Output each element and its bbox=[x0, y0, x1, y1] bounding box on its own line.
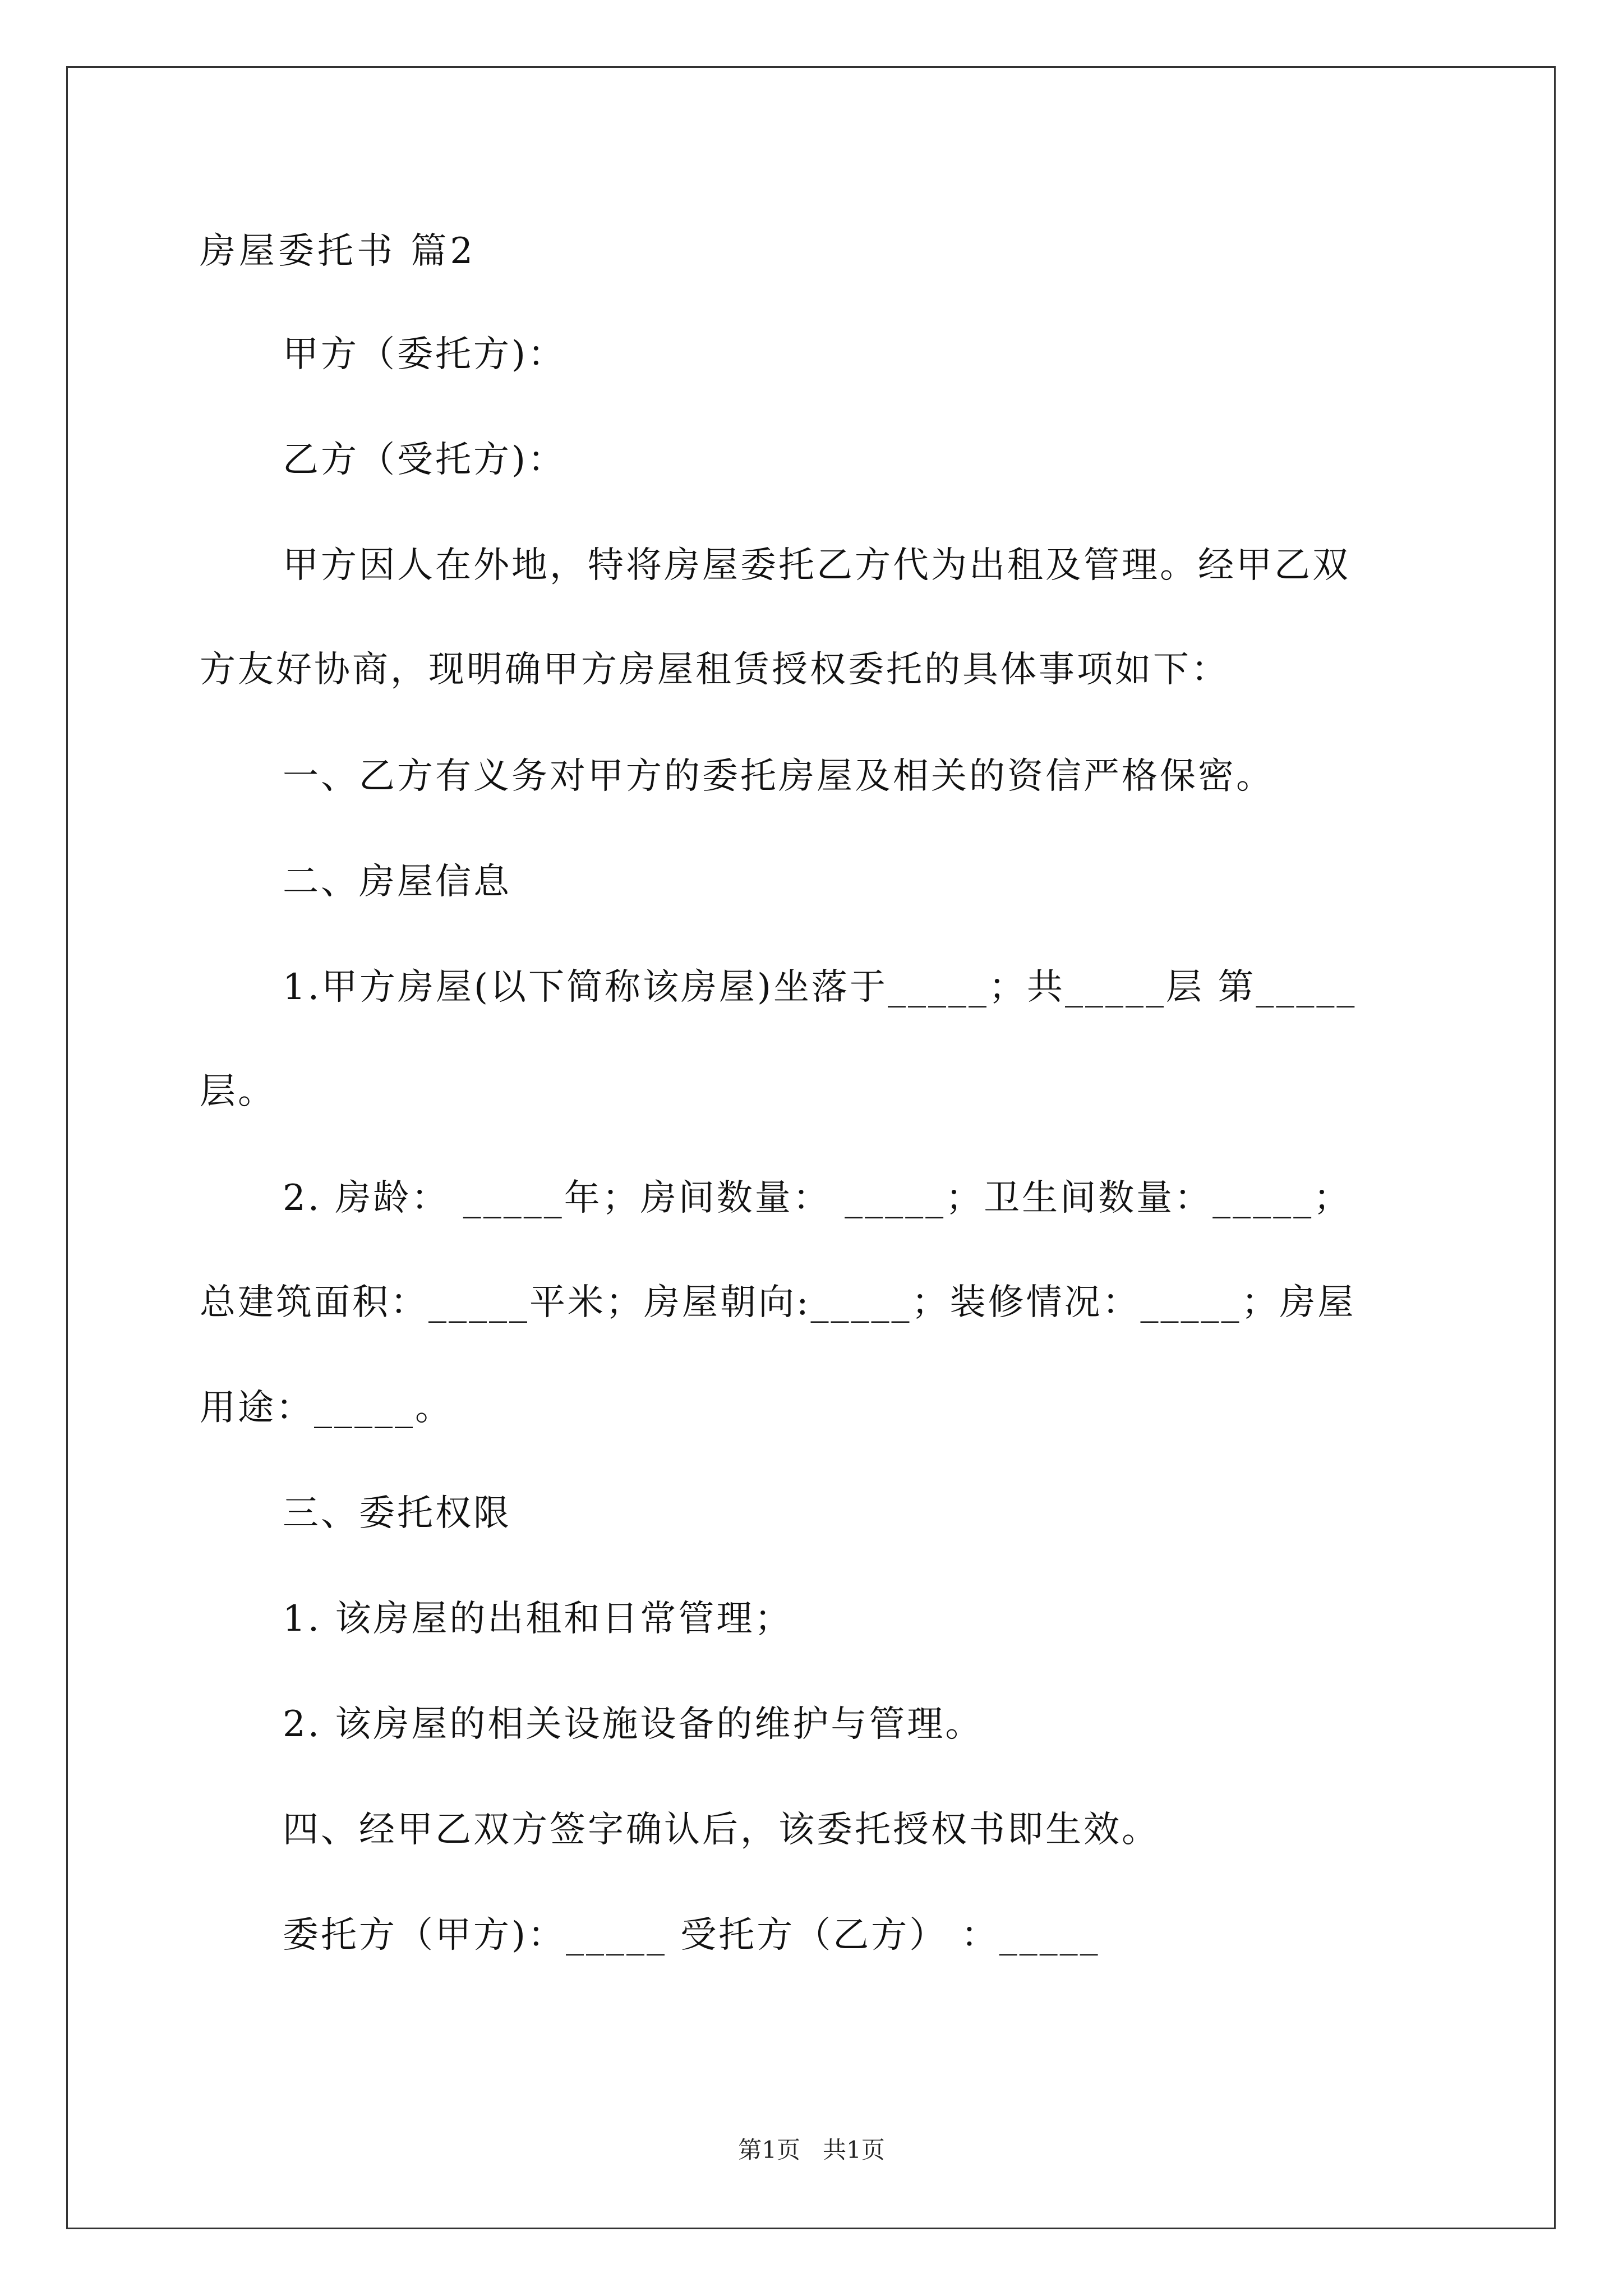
clause-4: 四、经甲乙双方签字确认后，该委托授权书即生效。 bbox=[283, 1809, 1160, 1851]
house-location-line-1: 1.甲方房屋(以下简称该房屋)坐落于_____；共_____层 第_____ bbox=[283, 967, 1357, 1008]
clause-3-heading: 三、委托权限 bbox=[283, 1493, 511, 1534]
clause-2-heading: 二、房屋信息 bbox=[283, 861, 511, 903]
party-b-label: 乙方（受托方)： bbox=[283, 439, 566, 481]
intro-paragraph-line-2: 方友好协商，现明确甲方房屋租赁授权委托的具体事项如下： bbox=[200, 649, 1229, 691]
house-details-line-3: 用途：_____。 bbox=[200, 1387, 453, 1429]
signature-line: 委托方（甲方)：_____ 受托方（乙方） ：_____ bbox=[283, 1915, 1100, 1956]
page-number-footer: 第1页 共1页 bbox=[738, 2136, 885, 2164]
authority-item-2: 2. 该房屋的相关设施设备的维护与管理。 bbox=[283, 1704, 984, 1745]
document-title: 房屋委托书 篇2 bbox=[200, 231, 477, 272]
page-border bbox=[66, 66, 1556, 2229]
house-location-line-2: 层。 bbox=[200, 1071, 276, 1112]
house-details-line-2: 总建筑面积：_____平米；房屋朝向:_____；装修情况：_____；房屋 bbox=[200, 1282, 1356, 1323]
authority-item-1: 1. 该房屋的出租和日常管理； bbox=[283, 1598, 793, 1640]
clause-1: 一、乙方有义务对甲方的委托房屋及相关的资信严格保密。 bbox=[283, 756, 1274, 797]
party-a-label: 甲方（委托方)： bbox=[283, 334, 566, 375]
house-details-line-1: 2. 房龄： _____年；房间数量： _____；卫生间数量：_____； bbox=[283, 1177, 1352, 1219]
intro-paragraph-line-1: 甲方因人在外地，特将房屋委托乙方代为出租及管理。经甲乙双 bbox=[283, 545, 1350, 586]
